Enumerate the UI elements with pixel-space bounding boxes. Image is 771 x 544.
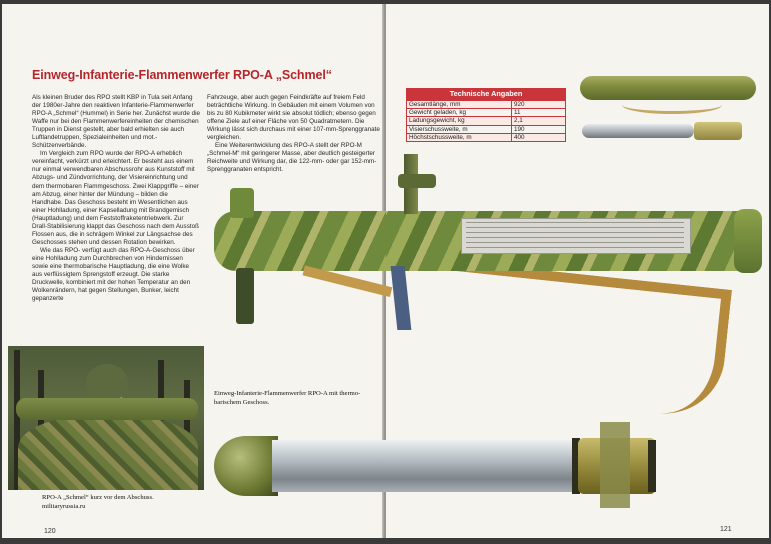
projectile-warhead-image <box>214 436 278 496</box>
top-launcher-image <box>580 76 756 100</box>
launcher-label-text <box>466 222 684 250</box>
spec-label: Höchstschussweite, m <box>407 133 512 141</box>
spec-label: Visierschussweite, m <box>407 125 512 133</box>
projectile-fins <box>600 422 630 508</box>
article-title: Einweg-Infanterie-Flammenwerfer RPO-A „Schmel“ <box>32 68 332 82</box>
photo-caption-text: RPO-A „Schmel“ kurz vor dem Abschuss. <box>42 494 154 501</box>
spec-row <box>407 133 566 141</box>
spec-value: 400 <box>512 133 566 141</box>
main-caption-line: barischem Geschoss. <box>214 398 270 406</box>
text-column-1 <box>32 94 200 303</box>
main-caption-line: Einweg-Infanterie-Flammenwerfer RPO-A mit thermo- <box>214 390 361 397</box>
right-page <box>386 4 769 538</box>
carry-strap <box>420 259 732 420</box>
paragraph: Fahrzeuge, aber auch gegen Feindkräfte auf freiem Feld beträchtliche Wirkung. In Gebäuden mit einem Volumen von bis zu 80 Kubikmeter wirkt sie absolut tödlich; ebenso gegen offene Ziele auf einer Fläche von 50 Quadratmetern. Die Wirkung lässt sich durchaus mit einer 107-mm-Sprenggranate vergleichen. <box>207 94 380 142</box>
paragraph: Im Vergleich zum RPO wurde der RPO-A erheblich vereinfacht, verkürzt und erleichtert. Er besteht aus einem nur einmal verwendbaren Abschussrohr aus Kunststoff mit Abzugs- und Zündvorrichtung, der Visiereinrichtung und dem thermobaren Flammgeschoss. Zwei Klappgriffe – einer am Abzug, einer hinter der Mündung – bilden die Handhabe. Das Geschoss besteht im Wesentlichen aus einer Hohlladung, einer Kapselladung mit Brandgemisch (Hauptladung) und dem Feststoffraketentriebwerk. Zur Drall-Stabilisierung klappt das Geschoss nach dem Ausstoß Flossen aus, die in schrägem Winkel zur Längsachse des Geschosses stehen und dessen Rotation bewirken. <box>32 150 199 246</box>
soldier-photo <box>8 346 204 490</box>
spec-table-title: Technische Angaben <box>406 88 566 100</box>
spec-label: Gewicht geladen, kg <box>407 109 512 117</box>
spec-value: 920 <box>512 101 566 109</box>
paragraph: Wie das RPO- verfügt auch das RPO-A-Geschoss über eine Hohlladung zum Durchbrechen von Hindernissen sowie eine thermobarische Hauptladung, die eine Wolke aus verflüssigtem Sprengstoff erzeugt. Die starke Druckwelle, kombiniert mit der hohen Temperatur an den Wolkenrändern, hat gegen Stellungen, Bunker, leicht gepanzerte <box>32 246 195 303</box>
spec-row <box>407 101 566 109</box>
photo-credit: militaryrussia.ru <box>42 502 86 510</box>
spec-label: Ladungsgewicht, kg <box>407 117 512 125</box>
projectile-band <box>648 440 656 492</box>
spec-value: 190 <box>512 125 566 133</box>
spec-row <box>407 109 566 117</box>
projectile-body-left-part <box>272 440 386 492</box>
paragraph: Eine Weiterentwicklung des RPO-A stellt der RPO-M „Schmel-M“ mit geringerer Masse, aber deutlich gesteigerter Reichweite und Wirkung dar, die 122-mm- oder gar 152-mm-Sprenggranaten entspricht. <box>207 142 377 174</box>
spec-value: 11 <box>512 109 566 117</box>
launcher-grip <box>391 266 412 330</box>
text-column-2 <box>207 94 382 174</box>
spec-row <box>407 125 566 133</box>
page-number-right: 121 <box>720 526 732 533</box>
top-rocket-image <box>582 124 694 138</box>
main-launcher-left-part <box>214 211 386 271</box>
photo-caption <box>42 494 212 511</box>
spec-label: Gesamtlänge, mm <box>407 101 512 109</box>
spec-table <box>406 88 566 142</box>
launcher-front-grip <box>236 268 254 324</box>
page-number-left: 120 <box>44 528 56 535</box>
projectile-body-image <box>386 440 578 492</box>
launcher-end-cap <box>734 209 762 273</box>
paragraph: Als kleinen Bruder des RPO stellt KBP in Tula seit Anfang der 1980er-Jahre den reaktiven Infanterie-Flammenwerfer RPO-A „Schmel“ (Hummel) in Serie her. Zunächst wurde die Waffe nur bei den Flammenwerfereinheiten der chemischen Truppen in Dienst gestellt, aber bald erhielten sie auch Luftlandetruppen, Spezialeinheiten und mot.-Schützenverbände. <box>32 94 200 150</box>
launcher-front-sight <box>230 188 254 218</box>
spec-value: 2,1 <box>512 117 566 125</box>
top-rocket-cap <box>694 122 742 140</box>
spec-row <box>407 117 566 125</box>
main-caption-text <box>214 390 384 407</box>
launcher-sight-top <box>398 174 436 188</box>
